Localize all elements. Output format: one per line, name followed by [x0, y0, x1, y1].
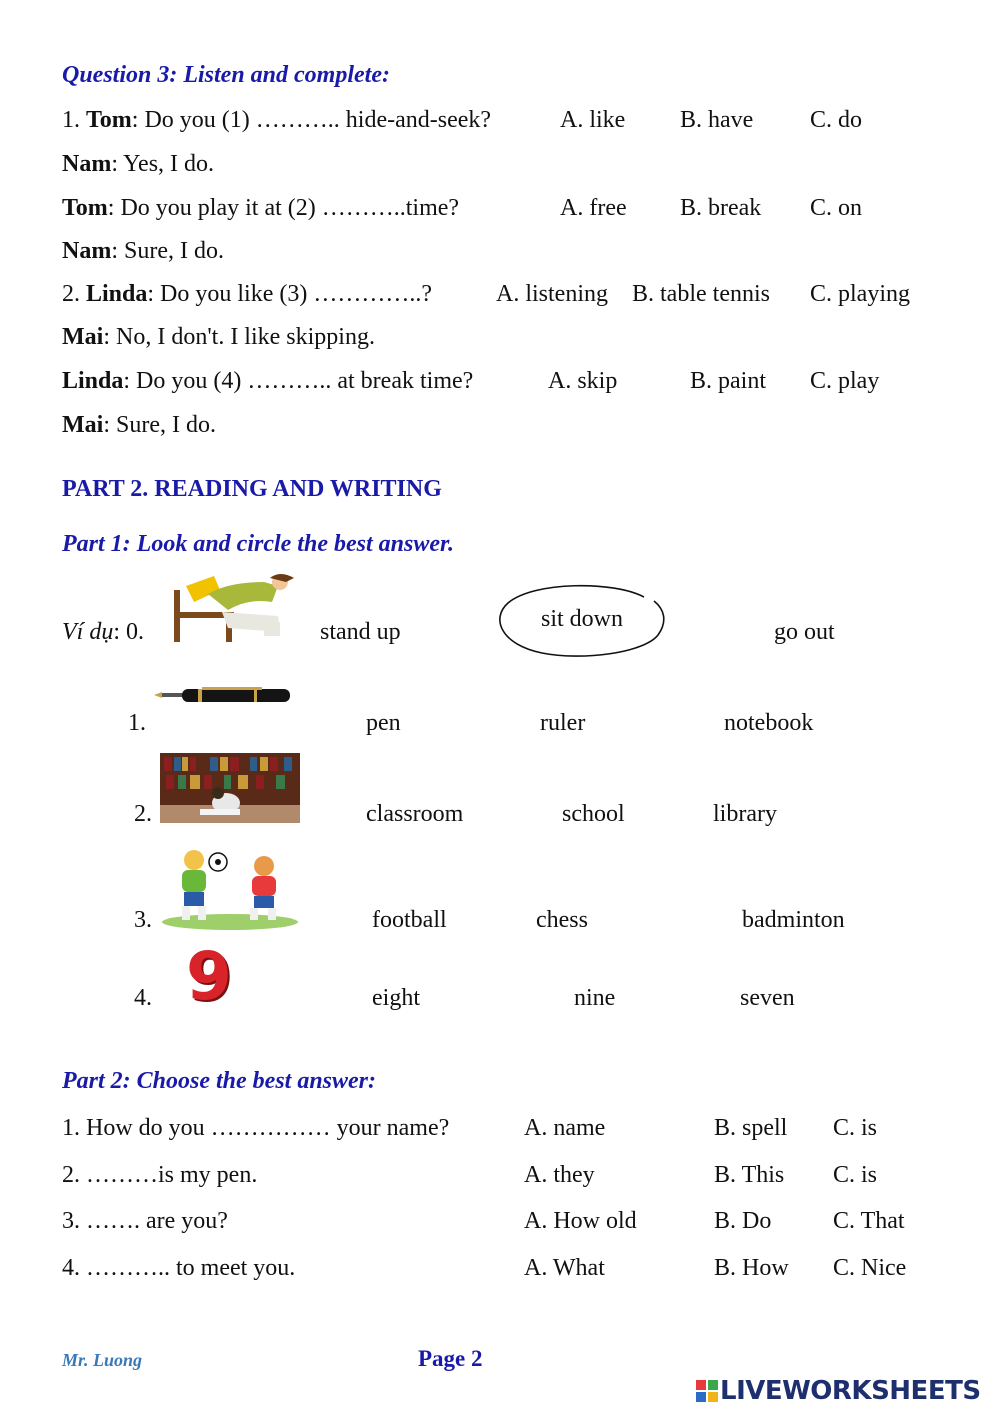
p2-q4-option-a: A. What: [524, 1255, 605, 1281]
q3-line-5-option-a: A. listening: [496, 281, 608, 307]
p2-question-3: 3. ……. are you?: [62, 1208, 228, 1234]
sitting-person-image: [168, 572, 303, 644]
number-nine-image: 9: [186, 938, 232, 1015]
q3-line-7-option-c: C. play: [810, 368, 880, 394]
library-image: [160, 753, 300, 823]
p2-q3-option-b: B. Do: [714, 1208, 772, 1234]
footer-page-number: Page 2: [418, 1346, 483, 1371]
footer-author: Mr. Luong: [62, 1350, 143, 1370]
q3-line-1: 1. Tom: Do you (1) ……….. hide-and-seek?: [62, 107, 492, 133]
item-2-number: 2.: [134, 801, 152, 827]
part-2-heading: PART 2. READING AND WRITING: [62, 476, 442, 502]
item-4-option-1: eight: [372, 985, 420, 1011]
q3-line-3-option-a: A. free: [560, 195, 627, 221]
q3-line-4: Nam: Sure, I do.: [62, 238, 224, 264]
q3-line-7-option-a: A. skip: [548, 368, 618, 394]
item-3-option-1: football: [372, 907, 447, 933]
item-2-option-3: library: [713, 801, 777, 827]
question-3-title: Question 3: Listen and complete:: [62, 62, 390, 88]
q3-line-6: Mai: No, I don't. I like skipping.: [62, 324, 375, 350]
q3-line-3-option-b: B. break: [680, 195, 762, 221]
p2-q1-option-a: A. name: [524, 1115, 606, 1141]
item-1-number: 1.: [128, 710, 146, 736]
part-2-title: Part 2: Choose the best answer:: [62, 1068, 377, 1094]
q3-line-3-option-c: C. on: [810, 195, 863, 221]
item-3-number: 3.: [134, 907, 152, 933]
football-image: [160, 848, 300, 930]
p2-q2-option-b: B. This: [714, 1162, 785, 1188]
liveworksheets-logo-icon: [696, 1380, 718, 1402]
liveworksheets-brand[interactable]: LIVEWORKSHEETS: [720, 1376, 981, 1406]
item-1-option-1: pen: [366, 710, 401, 736]
p2-q4-option-b: B. How: [714, 1255, 789, 1281]
item-2-option-1: classroom: [366, 801, 464, 827]
q3-line-1-option-c: C. do: [810, 107, 863, 133]
p2-q1-option-b: B. spell: [714, 1115, 788, 1141]
pen-image: [154, 686, 296, 708]
example-option-1: stand up: [320, 619, 401, 645]
item-3-option-3: badminton: [742, 907, 845, 933]
q3-line-1-option-a: A. like: [560, 107, 626, 133]
p2-q4-option-c: C. Nice: [833, 1255, 907, 1281]
p2-q2-option-a: A. they: [524, 1162, 595, 1188]
q3-line-5: 2. Linda: Do you like (3) …………..?: [62, 281, 432, 307]
q3-line-8: Mai: Sure, I do.: [62, 412, 216, 438]
q3-line-3: Tom: Do you play it at (2) ………..time?: [62, 195, 460, 221]
q3-line-5-option-b: B. table tennis: [632, 281, 770, 307]
p2-q2-option-c: C. is: [833, 1162, 878, 1188]
example-option-3: go out: [774, 619, 835, 645]
item-4-option-3: seven: [740, 985, 795, 1011]
p2-question-1: 1. How do you …………… your name?: [62, 1115, 450, 1141]
q3-line-2: Nam: Yes, I do.: [62, 151, 215, 177]
q3-line-5-option-c: C. playing: [810, 281, 910, 307]
p2-q1-option-c: C. is: [833, 1115, 878, 1141]
p2-question-2: 2. ………is my pen.: [62, 1162, 258, 1188]
item-4-number: 4.: [134, 985, 152, 1011]
example-option-2: sit down: [541, 606, 624, 632]
q3-line-7: Linda: Do you (4) ……….. at break time?: [62, 368, 474, 394]
q3-line-1-option-b: B. have: [680, 107, 754, 133]
part-1-title: Part 1: Look and circle the best answer.: [62, 531, 454, 557]
p2-q3-option-a: A. How old: [524, 1208, 637, 1234]
item-1-option-2: ruler: [540, 710, 586, 736]
item-2-option-2: school: [562, 801, 625, 827]
item-1-option-3: notebook: [724, 710, 814, 736]
q3-line-7-option-b: B. paint: [690, 368, 766, 394]
example-label: Ví dụ: 0.: [62, 619, 144, 645]
p2-q3-option-c: C. That: [833, 1208, 905, 1234]
p2-question-4: 4. ……….. to meet you.: [62, 1255, 296, 1281]
item-3-option-2: chess: [536, 907, 588, 933]
item-4-option-2: nine: [574, 985, 616, 1011]
